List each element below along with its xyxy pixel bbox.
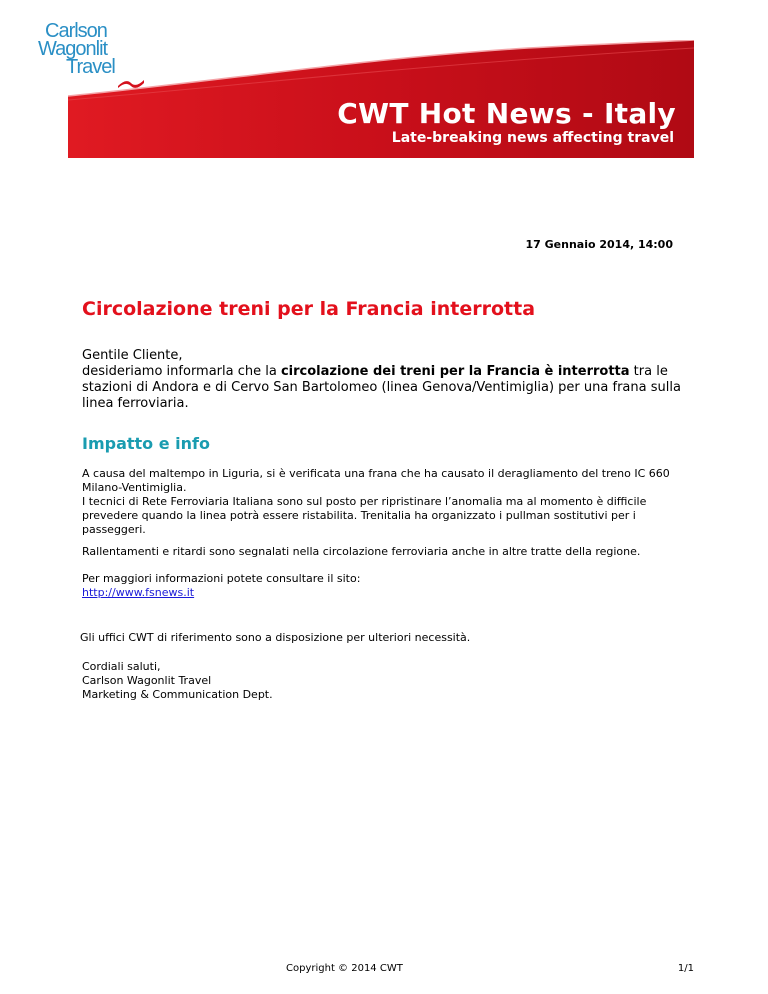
impact-paragraph xyxy=(82,467,692,537)
closing-dept: Marketing & Communication Dept. xyxy=(82,688,273,701)
logo-line-wagonlit: Wagonlit xyxy=(38,38,108,60)
closing-block xyxy=(82,660,692,702)
footer-page-number: 1/1 xyxy=(677,963,694,974)
greeting: Gentile Cliente, xyxy=(82,348,183,363)
logo-line-carlson: Carlson xyxy=(45,20,107,42)
header-banner xyxy=(68,40,694,158)
logo-line-travel: Travel xyxy=(66,56,115,78)
intro-paragraph xyxy=(82,348,682,412)
intro-pre: desideriamo informarla che la xyxy=(82,364,281,379)
info-text: Per maggiori informazioni potete consultare il sito: xyxy=(82,572,361,585)
closing-greeting: Cordiali saluti, xyxy=(82,660,161,673)
banner-subtitle: Late-breaking news affecting travel xyxy=(391,130,674,146)
offices-paragraph: Gli uffici CWT di riferimento sono a disposizione per ulteriori necessità. xyxy=(80,631,471,644)
intro-post: tra le stazioni di Andora e di Cervo San Bartolomeo (linea Genova/Ventimiglia) per una frana sulla linea ferroviaria. xyxy=(82,364,681,411)
intro-bold: circolazione dei treni per la Francia è interrotta xyxy=(280,364,630,379)
banner-title: CWT Hot News - Italy xyxy=(337,97,676,130)
headline: Circolazione treni per la Francia interrotta xyxy=(82,298,536,320)
intro-text xyxy=(82,364,682,412)
section-title: Impatto e info xyxy=(82,434,210,453)
impact-line-2: I tecnici di Rete Ferroviaria Italiana sono sul posto per ripristinare l’anomalia ma al momento è difficile prevedere quando la linea potrà essere ristabilita. Trenitalia ha organizzato i pullman sostitutivi per i passeggeri. xyxy=(82,495,647,536)
info-paragraph xyxy=(82,572,692,600)
fsnews-link[interactable]: http://www.fsnews.it xyxy=(82,586,195,599)
footer-copyright: Copyright © 2014 CWT xyxy=(286,963,403,974)
impact-line-1: A causa del maltempo in Liguria, si è verificata una frana che ha causato il deragliamento del treno IC 660 Milano-Ventimiglia. xyxy=(82,467,670,494)
closing-company: Carlson Wagonlit Travel xyxy=(82,674,212,687)
date-time: 17 Gennaio 2014, 14:00 xyxy=(525,238,673,251)
delays-paragraph: Rallentamenti e ritardi sono segnalati nella circolazione ferroviaria anche in altre tratte della regione. xyxy=(82,545,641,558)
